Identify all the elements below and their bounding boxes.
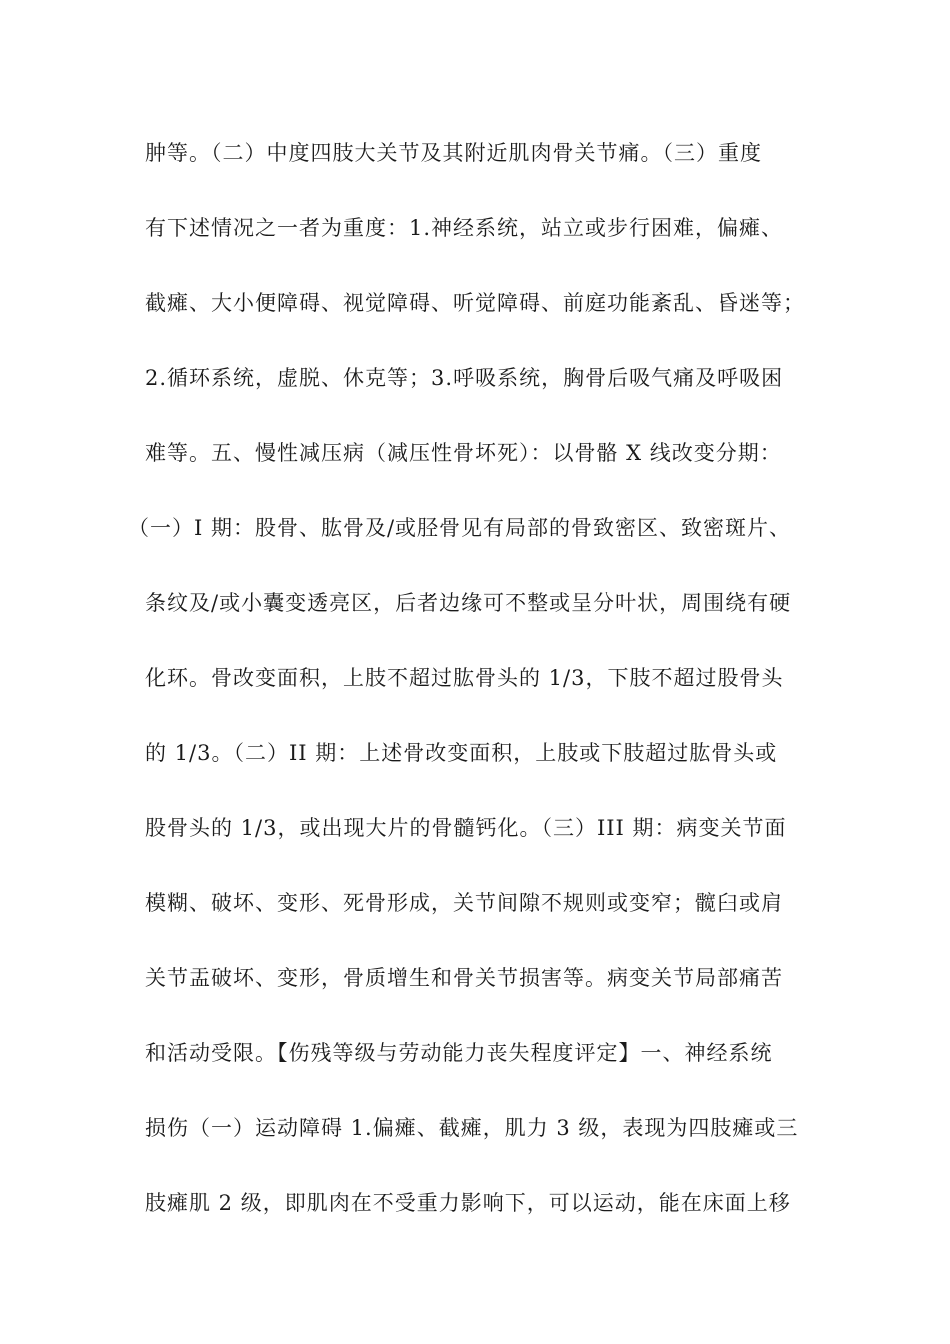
- text-line-11: 模糊、破坏、变形、死骨形成，关节间隙不规则或变窄；髋臼或肩: [145, 891, 783, 915]
- text-line-12: 关节盂破坏、变形，骨质增生和骨关节损害等。病变关节局部痛苦: [145, 966, 783, 990]
- text-line-4: 2.循环系统，虚脱、休克等；3.呼吸系统，胸骨后吸气痛及呼吸困: [145, 366, 784, 390]
- text-line-3: 截瘫、大小便障碍、视觉障碍、听觉障碍、前庭功能紊乱、昏迷等；: [145, 291, 805, 315]
- text-line-6: （一）I 期：股骨、肱骨及/或胫骨见有局部的骨致密区、致密斑片、: [128, 516, 792, 540]
- text-line-8: 化环。骨改变面积，上肢不超过肱骨头的 1/3，下肢不超过股骨头: [145, 666, 784, 690]
- text-line-1: 肿等。（二）中度四肢大关节及其附近肌肉骨关节痛。（三）重度: [145, 141, 762, 165]
- text-line-7: 条纹及/或小囊变透亮区，后者边缘可不整或呈分叶状，周围绕有硬: [145, 591, 792, 615]
- text-line-15: 肢瘫肌 2 级，即肌肉在不受重力影响下，可以运动，能在床面上移: [145, 1191, 791, 1215]
- text-line-10: 股骨头的 1/3，或出现大片的骨髓钙化。（三）III 期：病变关节面: [145, 816, 787, 840]
- text-line-14: 损伤（一）运动障碍 1.偏瘫、截瘫，肌力 3 级，表现为四肢瘫或三: [145, 1116, 799, 1140]
- text-line-9: 的 1/3。（二）II 期：上述骨改变面积，上肢或下肢超过肱骨头或: [145, 741, 778, 765]
- text-line-5: 难等。五、慢性减压病（减压性骨坏死）：以骨骼 X 线改变分期：: [145, 441, 782, 465]
- text-line-13: 和活动受限。【伤残等级与劳动能力丧失程度评定】一、神经系统: [145, 1041, 773, 1065]
- text-line-2: 有下述情况之一者为重度：1.神经系统，站立或步行困难，偏瘫、: [145, 216, 784, 240]
